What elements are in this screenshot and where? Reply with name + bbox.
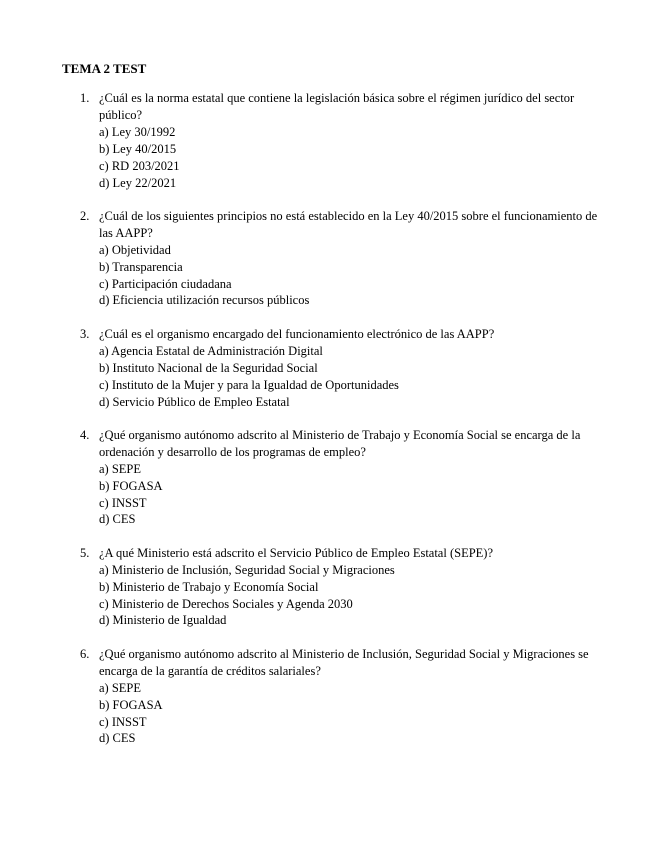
answer-option: b) FOGASA — [99, 478, 163, 493]
answer-option: c) INSST — [99, 714, 147, 729]
answer-option: d) Servicio Público de Empleo Estatal — [99, 394, 290, 409]
document-title: TEMA 2 TEST — [62, 61, 147, 76]
question-number: 3. — [80, 326, 90, 341]
question-number: 5. — [80, 545, 90, 560]
question-text: ¿A qué Ministerio está adscrito el Servicio Público de Empleo Estatal (SEPE)? — [99, 545, 494, 560]
answer-option: b) FOGASA — [99, 697, 163, 712]
answer-option: d) CES — [99, 512, 136, 527]
answer-option: b) Ley 40/2015 — [99, 141, 177, 156]
question-body — [99, 90, 599, 191]
question-number: 6. — [80, 646, 90, 661]
answer-option: d) Ministerio de Igualdad — [99, 613, 227, 628]
question-item — [0, 545, 655, 630]
question-item — [0, 90, 655, 191]
answer-option: a) SEPE — [99, 680, 142, 695]
answer-option: a) Agencia Estatal de Administración Digital — [99, 343, 323, 358]
question-item — [0, 646, 655, 747]
question-item — [0, 326, 655, 411]
question-text: ¿Cuál es el organismo encargado del funcionamiento electrónico de las AAPP? — [99, 326, 495, 341]
answer-option: b) Ministerio de Trabajo y Economía Social — [99, 579, 319, 594]
question-body — [99, 646, 599, 747]
question-item — [0, 427, 655, 528]
question-number: 1. — [80, 91, 90, 105]
question-body — [99, 326, 599, 411]
question-body — [99, 208, 599, 309]
answer-option: b) Instituto Nacional de la Seguridad Social — [99, 360, 318, 375]
answer-option: d) Ley 22/2021 — [99, 175, 177, 190]
answer-option: a) Ley 30/1992 — [99, 124, 176, 139]
answer-option: d) CES — [99, 731, 136, 746]
question-item — [0, 208, 655, 309]
question-list — [0, 90, 655, 764]
question-text: ¿Cuál de los siguientes principios no está establecido en la Ley 40/2015 sobre el funcionamiento de las AAPP? — [99, 208, 598, 240]
question-number: 4. — [80, 427, 90, 442]
answer-option: c) INSST — [99, 495, 147, 510]
answer-option: a) Objetividad — [99, 242, 171, 257]
question-text: ¿Qué organismo autónomo adscrito al Ministerio de Trabajo y Economía Social se encarga de la ordenación y desarrollo de los programas de empleo? — [99, 427, 581, 459]
answer-option: c) Participación ciudadana — [99, 276, 232, 291]
answer-option: a) SEPE — [99, 461, 142, 476]
question-text: ¿Qué organismo autónomo adscrito al Ministerio de Inclusión, Seguridad Social y Migraciones se encarga de la garantía de créditos salariales? — [99, 646, 589, 678]
answer-option: c) RD 203/2021 — [99, 158, 180, 173]
question-number: 2. — [80, 208, 90, 223]
answer-option: b) Transparencia — [99, 259, 183, 274]
answer-option: c) Ministerio de Derechos Sociales y Agenda 2030 — [99, 596, 353, 611]
question-text: ¿Cuál es la norma estatal que contiene la legislación básica sobre el régimen jurídico del sector público? — [99, 91, 575, 122]
question-body — [99, 545, 599, 630]
question-body — [99, 427, 599, 528]
answer-option: d) Eficiencia utilización recursos públicos — [99, 293, 310, 308]
answer-option: a) Ministerio de Inclusión, Seguridad Social y Migraciones — [99, 562, 395, 577]
answer-option: c) Instituto de la Mujer y para la Igualdad de Oportunidades — [99, 377, 399, 392]
